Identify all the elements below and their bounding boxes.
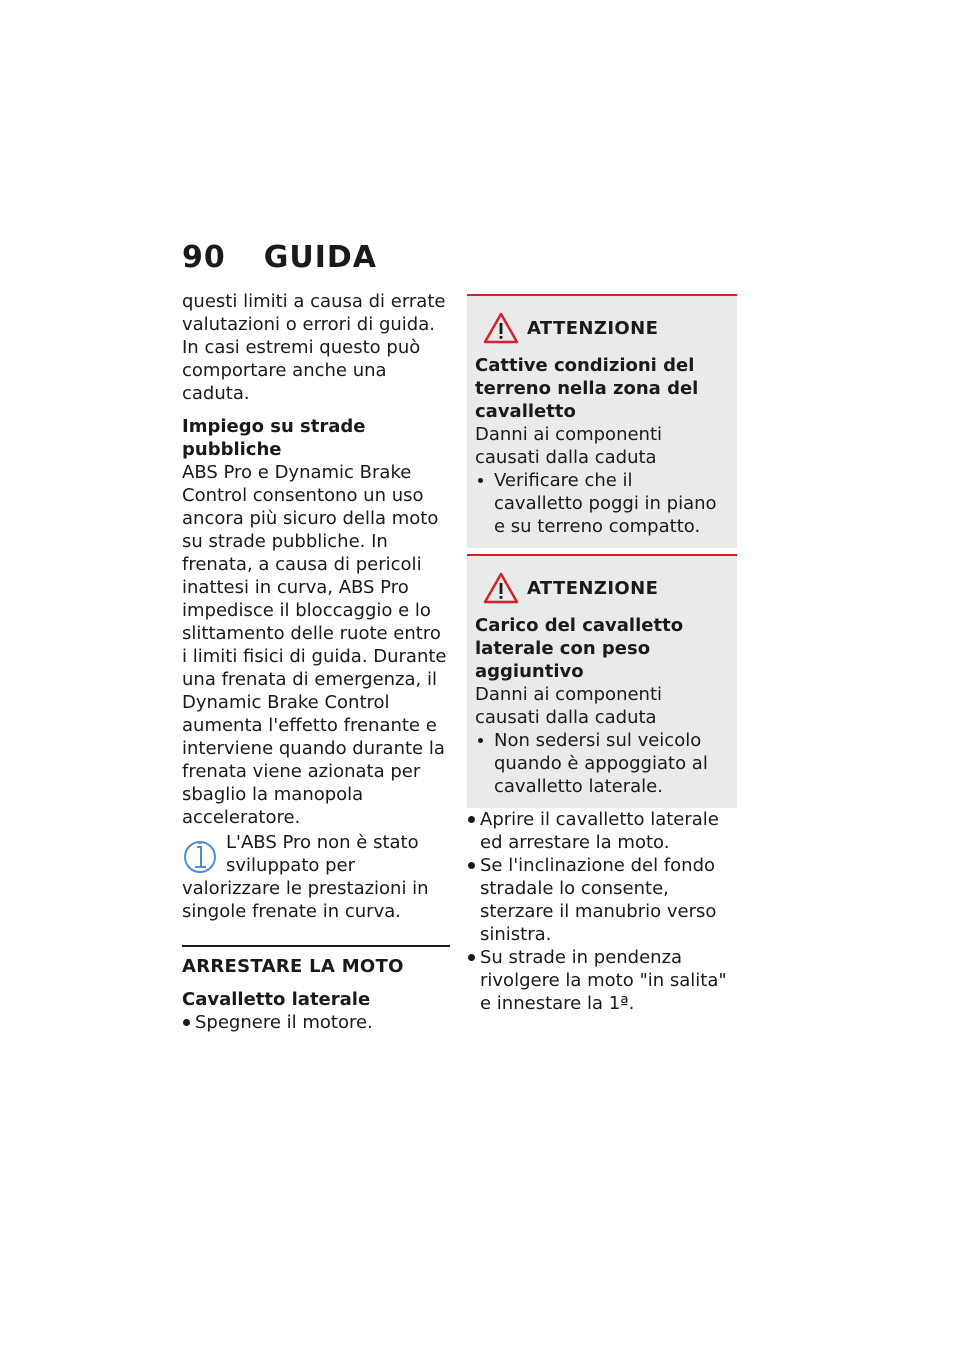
info-note (182, 831, 450, 923)
warning-subtitle: Carico del cavalletto laterale con peso aggiuntivo (475, 615, 684, 682)
warning-header (483, 310, 727, 346)
right-column (467, 294, 737, 1015)
warning-box (467, 554, 737, 808)
section-divider (182, 945, 450, 978)
section-name: GUIDA (263, 240, 378, 275)
warning-subtitle: Cattive condizioni del terreno nella zona del cavalletto (475, 355, 699, 422)
info-icon (180, 833, 220, 875)
warning-triangle-icon (483, 312, 519, 344)
warning-title: ATTENZIONE (527, 317, 659, 339)
warning-box (467, 294, 737, 548)
step-item: Se l'inclinazione del fondo stradale lo consente, sterzare il manubrio verso sinistra. (467, 854, 737, 946)
warning-consequence: Danni ai componenti causati dalla caduta (475, 684, 663, 728)
warning-remedy: Non sedersi sul veicolo quando è appoggiato al cavalletto laterale. (475, 729, 727, 798)
public-roads-heading: Impiego su strade pubbliche (182, 416, 366, 460)
warning-title: ATTENZIONE (527, 577, 659, 599)
warning-remedy-list (475, 469, 727, 538)
warning-header (483, 570, 727, 606)
page-header (182, 240, 377, 275)
warning-consequence: Danni ai componenti causati dalla caduta (475, 424, 663, 468)
left-steps (182, 1011, 450, 1034)
warning-triangle-icon (483, 572, 519, 604)
step-item: Su strade in pendenza rivolgere la moto "in salita" e innestare la 1ª. (467, 946, 737, 1015)
warning-remedy: Verificare che il cavalletto poggi in piano e su terreno compatto. (475, 469, 727, 538)
info-note-text: L'ABS Pro non è stato sviluppato per valorizzare le prestazioni in singole frenate in curva. (182, 832, 429, 922)
sidestand-heading: Cavalletto laterale (182, 989, 371, 1010)
warning-remedy-list (475, 729, 727, 798)
step-item: Aprire il cavalletto laterale ed arrestare la moto. (467, 808, 737, 854)
section-title: ARRESTARE LA MOTO (182, 956, 404, 977)
intro-paragraph: questi limiti a causa di errate valutazioni o errori di guida. In casi estremi questo può comportare anche una caduta. (182, 291, 446, 404)
right-steps (467, 808, 737, 1015)
step-item: Spegnere il motore. (182, 1011, 450, 1034)
public-roads-paragraph: ABS Pro e Dynamic Brake Control consentono un uso ancora più sicuro della moto su strade pubbliche. In frenata, a causa di pericoli inattesi in curva, ABS Pro impedisce il bloccaggio e lo slittamento delle ruote entro i limiti fisici di guida. Durante una frenata di emergenza, il Dynamic Brake Control aumenta l'effetto frenante e interviene quando durante la frenata viene azionata per sbaglio la manopola acceleratore. (182, 462, 447, 828)
page-number: 90 (182, 240, 226, 275)
left-column (182, 290, 450, 1034)
